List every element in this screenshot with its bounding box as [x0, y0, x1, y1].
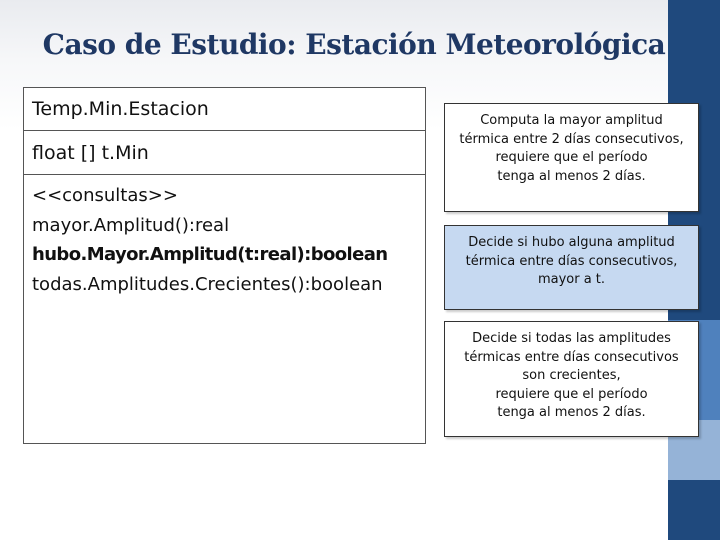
- note-line: requiere que el período: [495, 386, 648, 402]
- note-line: son crecientes,: [522, 368, 621, 383]
- note-line: mayor a t.: [537, 272, 606, 287]
- uml-class-box: [23, 87, 426, 444]
- uml-stereotype-consultas: <<consultas>>: [32, 185, 178, 206]
- note-todas-amplitudes-crecientes: [444, 321, 699, 437]
- uml-operations-section: [24, 175, 425, 299]
- note-line: tenga al menos 2 días.: [497, 405, 646, 420]
- uml-class-name: Temp.Min.Estacion: [24, 88, 425, 131]
- note-hubo-mayor-amplitud: [444, 225, 699, 310]
- note-line: térmica entre 2 días consecutivos,: [459, 131, 684, 147]
- note-line: tenga al menos 2 días.: [497, 168, 646, 184]
- slide-title: Caso de Estudio: Estación Meteorológica: [42, 28, 666, 61]
- uml-attribute: float [] t.Min: [32, 142, 149, 164]
- note-line: Decide si hubo alguna amplitud: [468, 235, 675, 250]
- note-line: Computa la mayor amplitud: [480, 113, 663, 128]
- uml-operation-hubo-mayor-amplitud: hubo.Mayor.Amplitud(t:real):boolean: [32, 244, 388, 265]
- uml-operation-mayor-amplitud: mayor.Amplitud():real: [32, 214, 230, 236]
- uml-operation-todas-amplitudes-crecientes: todas.Amplitudes.Crecientes():boolean: [32, 273, 383, 295]
- note-mayor-amplitud: [444, 103, 699, 212]
- uml-attributes-section: [24, 131, 425, 175]
- note-line: requiere que el período: [495, 150, 648, 165]
- note-line: Decide si todas las amplitudes: [472, 331, 671, 346]
- note-line: térmica entre días consecutivos,: [465, 253, 678, 269]
- note-line: térmicas entre días consecutivos: [464, 349, 679, 365]
- accent-bar-bottom: [668, 480, 720, 540]
